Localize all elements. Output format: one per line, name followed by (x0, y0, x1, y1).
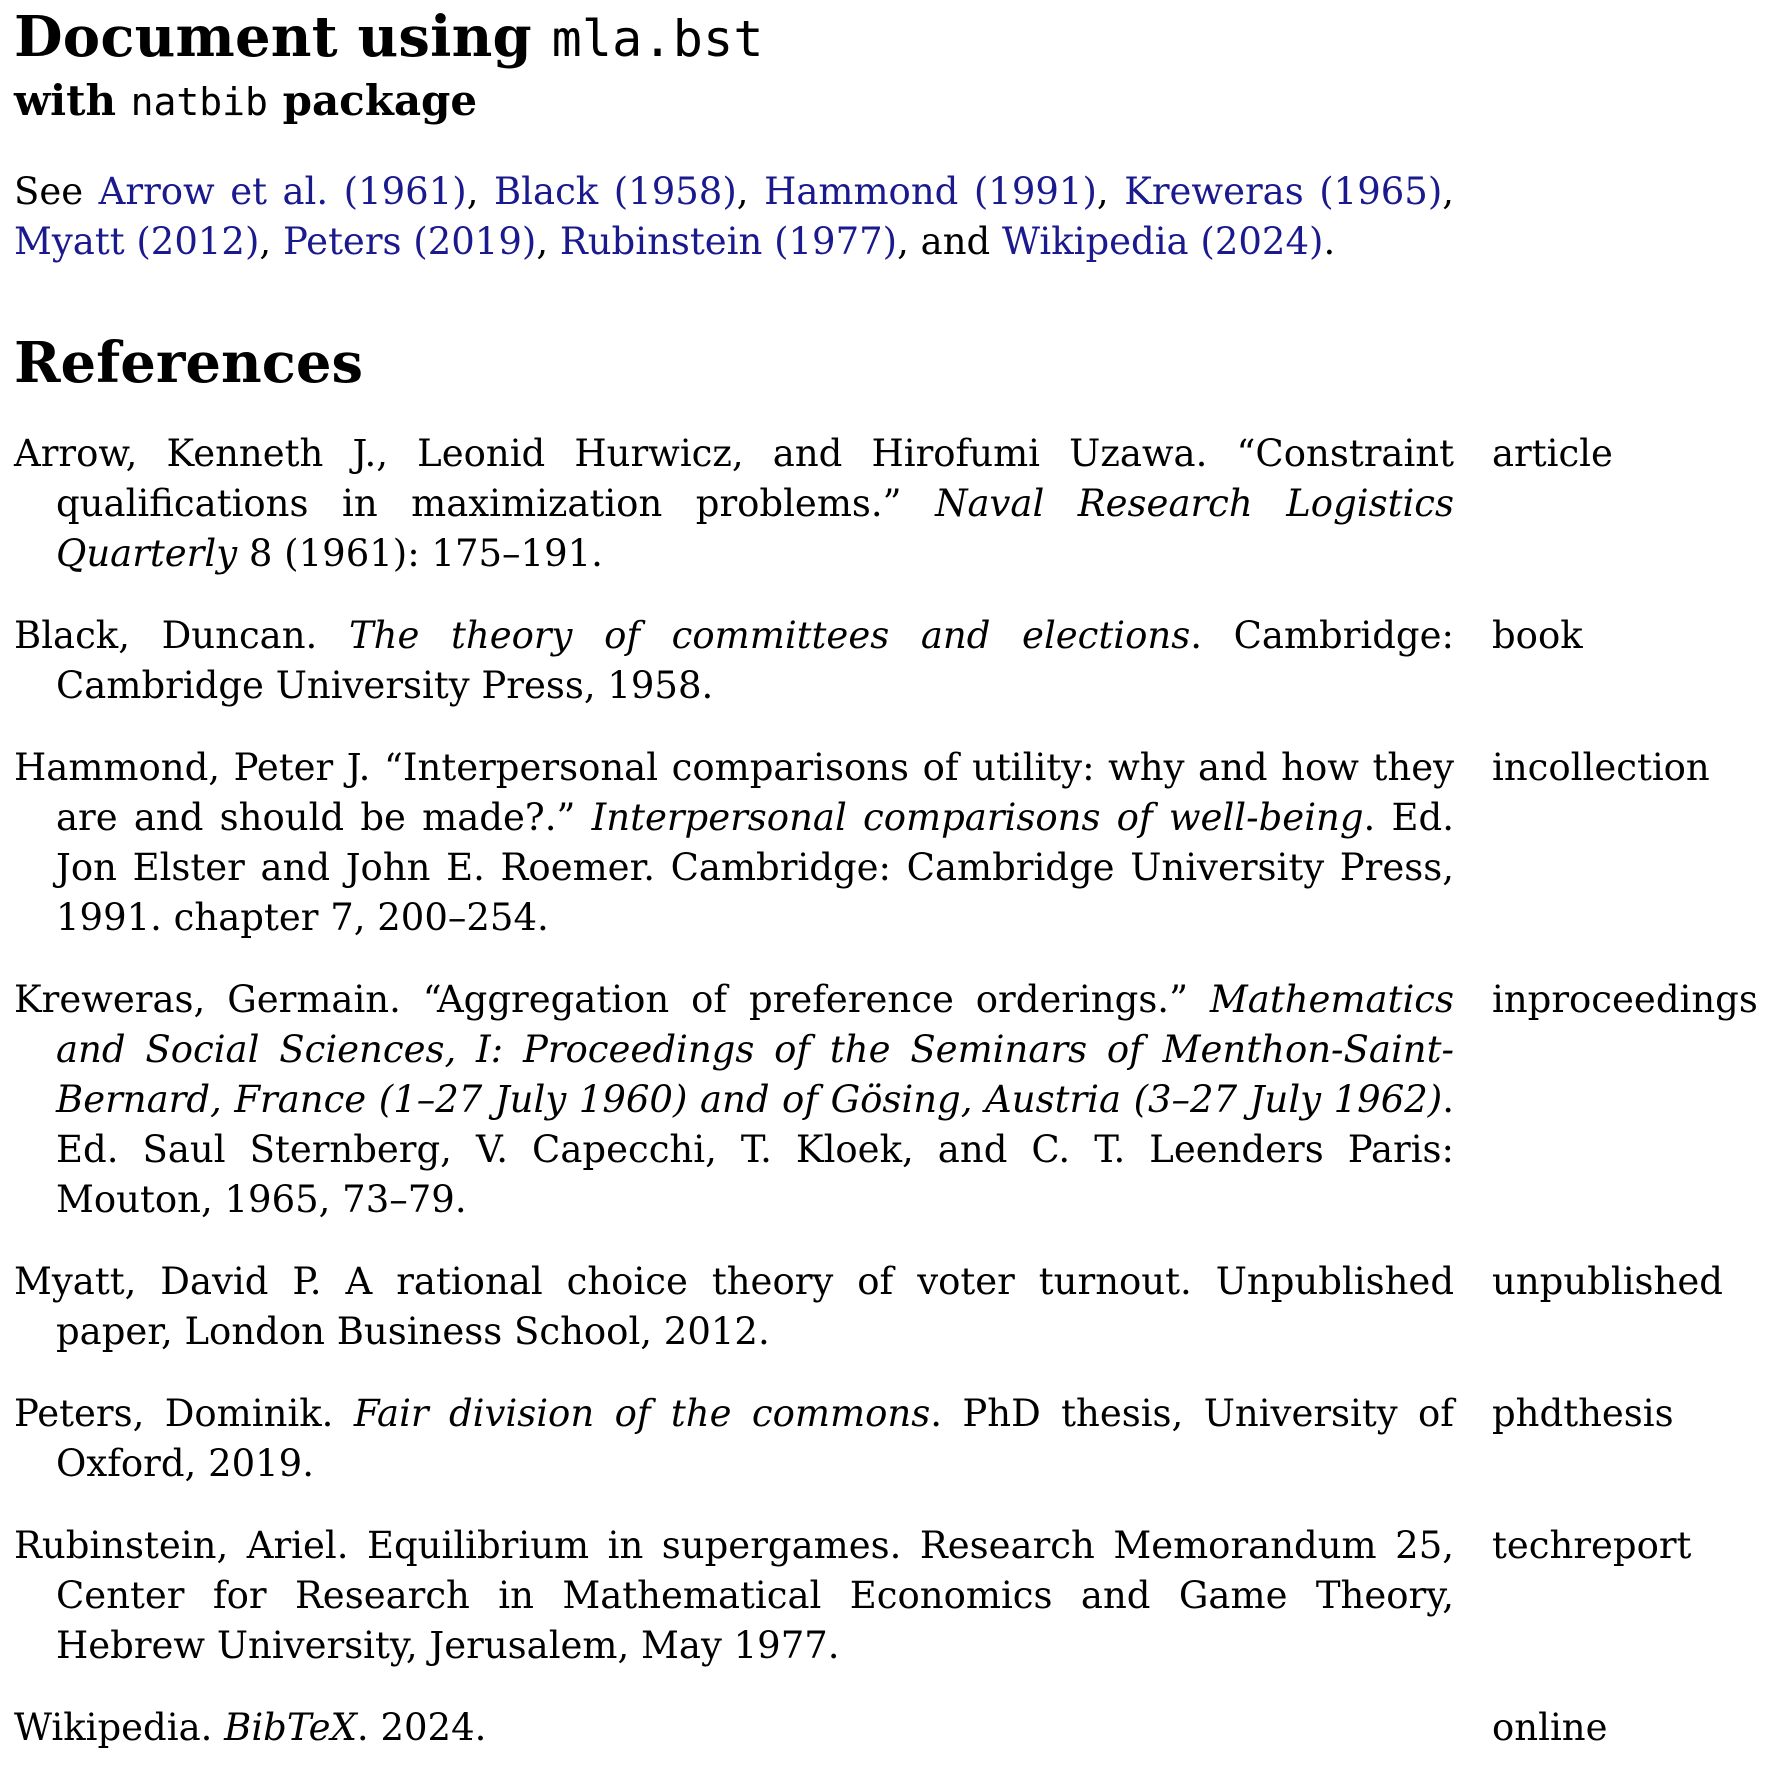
citation-link[interactable] (494, 170, 737, 213)
reference-text (14, 1257, 1454, 1357)
document-title (14, 0, 1754, 72)
citation-year: (1965) (1319, 170, 1443, 213)
reference-title-italic: Naval Research Logistics Quarterly (56, 482, 1454, 575)
citation-separator: . (1323, 220, 1336, 263)
subtitle-prefix: with (14, 76, 131, 125)
citation-separator: , (736, 170, 765, 213)
reference-entry (14, 1389, 1754, 1489)
reference-entry (14, 1257, 1754, 1357)
citation-separator: , (1096, 170, 1125, 213)
citation-link[interactable] (1002, 220, 1323, 263)
reference-type-label: incollection (1492, 746, 1710, 789)
citation-name: Wikipedia (1001, 220, 1189, 263)
intro-see: See (14, 170, 99, 213)
reference-entry (14, 975, 1758, 1225)
citation-year: (2012) (136, 220, 260, 263)
reference-list (14, 429, 1758, 1753)
reference-text-segment: . Cambridge: Cambridge University Press, 1958. (56, 614, 1454, 707)
reference-text-segment: . Ed. Jon Elster and John E. Roemer. Cambridge: Cambridge University Press, 1991. chapter 7, 200–254. (56, 796, 1454, 939)
citation-link[interactable] (764, 170, 1097, 213)
citation-year: (1977) (774, 220, 898, 263)
intro-paragraph (14, 167, 1454, 267)
subtitle-code: natbib (130, 80, 268, 124)
reference-text-segment: Wikipedia. (14, 1706, 225, 1749)
citation-year: (1958) (613, 170, 737, 213)
reference-text-segment: . Ed. Saul Sternberg, V. Capecchi, T. Kloek, and C. T. Leenders Paris: Mouton, 1965, 73–79. (56, 1078, 1454, 1221)
citation-name: Kreweras (1124, 170, 1304, 213)
citation-year: (1991) (973, 170, 1097, 213)
reference-text (14, 975, 1454, 1225)
reference-text-segment: . PhD thesis, University of Oxford, 2019. (56, 1392, 1454, 1485)
reference-entry (14, 1521, 1754, 1671)
reference-type-label: online (1492, 1706, 1608, 1749)
title-code: mla.bst (551, 10, 764, 68)
citation-link[interactable] (283, 220, 536, 263)
reference-type-label: article (1492, 432, 1613, 475)
citation-separator: , (1442, 170, 1455, 213)
citation-separator: , (259, 220, 283, 263)
citation-link[interactable] (560, 220, 897, 263)
reference-text-segment: . 2024. (356, 1706, 487, 1749)
references-heading: References (14, 330, 363, 396)
citation-year: (2019) (413, 220, 537, 263)
reference-title-italic: BibTeX (224, 1706, 357, 1749)
citation-name: Hammond (764, 170, 959, 213)
reference-text (14, 1389, 1454, 1489)
document-page (14, 0, 1758, 1785)
reference-entry (14, 743, 1754, 943)
reference-title-italic: Interpersonal comparisons of well-being (591, 796, 1364, 839)
citation-link[interactable] (14, 220, 259, 263)
reference-title-italic: Mathematics and Social Sciences, I: Proceedings of the Seminars of Menthon-Saint-Bernard, France (1–27 July 1960) and of Gösing, Austria (3–27 July 1962) (56, 978, 1454, 1121)
reference-text-segment: Arrow, Kenneth J., Leonid Hurwicz, and Hirofumi Uzawa. “Constraint qualifications in maximization problems.” (14, 432, 1454, 525)
citation-year: (1961) (343, 170, 467, 213)
document-subtitle (14, 72, 1754, 131)
citation-separator: , and (897, 220, 1002, 263)
reference-type-label: techreport (1492, 1524, 1692, 1567)
reference-type-label: phdthesis (1492, 1392, 1674, 1435)
citation-separator: , (466, 170, 494, 213)
reference-text-segment: Kreweras, Germain. “Aggregation of preference orderings.” (14, 978, 1210, 1021)
reference-type-label: inproceedings (1492, 978, 1758, 1021)
citation-name: Black (493, 170, 599, 213)
reference-type-label: book (1492, 614, 1583, 657)
citation-link[interactable] (1124, 170, 1442, 213)
citation-name: Arrow et al. (98, 170, 329, 213)
citation-name: Myatt (14, 220, 125, 263)
reference-text (14, 1703, 1454, 1753)
reference-entry (14, 1703, 1754, 1753)
reference-text-segment: Black, Duncan. (14, 614, 349, 657)
citation-name: Peters (282, 220, 402, 263)
citation-separator: , (536, 220, 560, 263)
reference-text (14, 429, 1454, 579)
reference-text-segment: 8 (1961): 175–191. (237, 532, 603, 575)
reference-text-segment: Rubinstein, Ariel. Equilibrium in supergames. Research Memorandum 25, Center for Research in Mathematical Economics and Game Theory, Hebrew University, Jerusalem, May 1977. (14, 1524, 1454, 1667)
reference-text (14, 1521, 1454, 1671)
reference-text-segment: Peters, Dominik. (14, 1392, 354, 1435)
citation-link[interactable] (99, 170, 467, 213)
reference-text-segment: Myatt, David P. A rational choice theory of voter turnout. Unpublished paper, London Business School, 2012. (14, 1260, 1454, 1353)
reference-title-italic: Fair division of the commons (353, 1392, 931, 1435)
reference-type-label: unpublished (1492, 1260, 1723, 1303)
reference-text (14, 743, 1454, 943)
subtitle-suffix: package (267, 76, 478, 125)
citation-name: Rubinstein (559, 220, 763, 263)
citation-year: (2024) (1200, 220, 1324, 263)
reference-text-segment: Hammond, Peter J. “Interpersonal comparisons of utility: why and how they are and should be made?.” (14, 746, 1454, 839)
reference-entry (14, 611, 1754, 711)
reference-text (14, 611, 1454, 711)
title-prefix: Document using (14, 4, 552, 70)
reference-entry (14, 429, 1754, 579)
reference-title-italic: The theory of committees and elections (348, 614, 1191, 657)
